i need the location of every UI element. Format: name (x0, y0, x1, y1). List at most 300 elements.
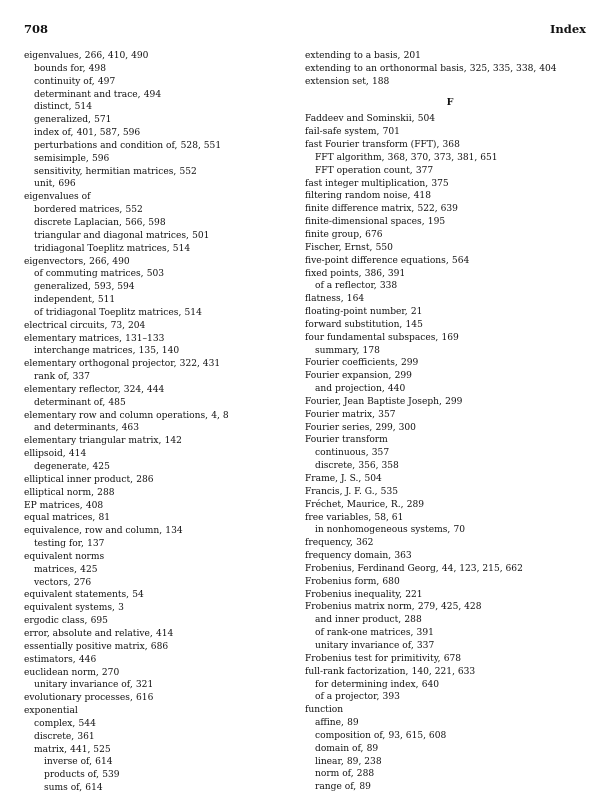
index-entry (305, 576, 595, 589)
index-term: bordered matrices, (34, 205, 123, 216)
index-entry (305, 422, 595, 435)
index-entry (305, 704, 595, 717)
index-term: elementary row and column operations, (24, 410, 209, 421)
index-term: and inner product, (315, 615, 402, 626)
index-page-refs: 391 (416, 628, 434, 639)
index-page-refs: 676 (365, 229, 383, 240)
index-entry (305, 691, 595, 704)
index-term: interchange matrices, (34, 346, 136, 357)
index-page-refs: 325, 335, 338, 404 (469, 63, 557, 74)
index-entry (24, 615, 296, 628)
index-entry (24, 294, 296, 307)
index-entry (24, 191, 296, 204)
index-entry (24, 731, 296, 744)
index-term: full-rank factorization, (305, 666, 409, 677)
index-term: Francis, J. F. G., (305, 486, 378, 497)
index-entry (305, 229, 595, 242)
index-term: summary, (315, 345, 360, 356)
index-entry (305, 512, 595, 525)
index-entry (24, 63, 296, 76)
index-term: in nonhomogeneous systems, (315, 525, 451, 536)
index-page-refs: 614 (95, 757, 113, 768)
index-entry (305, 139, 595, 152)
index-page-refs: 322, 431 (179, 359, 221, 370)
index-term: frequency, (305, 538, 353, 549)
index-entry (305, 730, 595, 743)
index-page-refs: 357 (371, 448, 390, 459)
index-term: FFT operation count, (315, 165, 413, 176)
index-term: matrix, (34, 744, 67, 755)
index-entry (305, 319, 595, 332)
index-page-refs: 593, 594 (94, 282, 135, 293)
index-term: rank of, (34, 372, 70, 383)
index-entry (305, 563, 595, 576)
index-entry (24, 127, 296, 140)
index-entry (305, 113, 595, 126)
index-entry (24, 230, 296, 243)
index-entry (305, 499, 595, 512)
index-page-refs: 145 (405, 319, 423, 330)
index-term: estimators, (24, 654, 76, 665)
index-term: of commuting matrices, (34, 269, 144, 280)
index-page-refs: 164 (346, 294, 365, 305)
index-term: exponential (24, 706, 78, 717)
index-entry (305, 268, 595, 281)
index-page-refs: 131–133 (125, 333, 165, 344)
index-term: elliptical inner product, (24, 474, 134, 485)
index-entry (24, 435, 296, 448)
index-page-refs: 552 (179, 166, 197, 177)
index-entry (305, 447, 595, 460)
index-term: equivalent norms (24, 551, 105, 562)
index-page-refs: 544 (78, 718, 96, 729)
index-term: generalized, (34, 115, 91, 126)
index-entry (305, 409, 595, 422)
index-entry (305, 63, 595, 76)
index-page-refs: 375 (431, 178, 449, 189)
index-entry (24, 577, 296, 590)
index-page-refs: 425 (92, 462, 110, 472)
index-entries-f (305, 113, 595, 794)
index-page-refs: 3 (118, 603, 124, 614)
index-term: EP matrices, (24, 500, 83, 511)
index-page-refs: 337 (416, 640, 435, 651)
index-term: filtering random noise, (305, 191, 411, 202)
index-page-refs: 142 (164, 436, 182, 447)
index-page-refs: 504 (364, 474, 382, 484)
index-entry (305, 242, 595, 255)
index-entry (24, 602, 296, 615)
index-term: linear, (315, 756, 344, 767)
index-term: continuous, (315, 448, 369, 459)
index-term: degenerate, (34, 462, 90, 472)
index-term: equivalent systems, (24, 603, 115, 614)
index-page-refs: 356, 358 (358, 461, 399, 472)
index-term: complex, (34, 718, 76, 729)
index-page-refs: 414 (155, 628, 174, 639)
index-column-right (305, 50, 595, 794)
index-entry (24, 89, 296, 102)
index-entry (24, 500, 296, 513)
index-term: and determinants, (34, 423, 119, 434)
index-term: electrical circuits, (24, 320, 108, 331)
index-page-refs: 363 (394, 551, 412, 562)
index-entry (305, 434, 595, 447)
index-page-refs: 221 (405, 589, 423, 600)
index-term: free variables, (305, 512, 372, 523)
index-entry (24, 243, 296, 256)
index-page-refs: 299 (394, 371, 412, 382)
index-term: Frobenius matrix norm, (305, 602, 415, 613)
index-term: discrete, (315, 461, 356, 472)
index-entry (24, 307, 296, 320)
index-entry (305, 293, 595, 306)
index-page-refs: 393 (382, 692, 400, 703)
index-entry (305, 165, 595, 178)
index-term: affine, (315, 718, 344, 729)
index-term: elementary orthogonal projector, (24, 359, 177, 370)
index-entry (24, 512, 296, 525)
index-page-refs: 401, 587, 596 (76, 128, 141, 139)
index-entry (24, 782, 296, 795)
index-term: frequency domain, (305, 551, 392, 562)
index-page-refs: 494 (143, 89, 162, 100)
index-entry (305, 345, 595, 358)
index-term: index of, (34, 128, 74, 139)
index-page-refs: 137 (87, 539, 105, 550)
index-page-refs: 289 (406, 499, 425, 510)
index-term: euclidean norm, (24, 667, 99, 678)
index-term: extending to a basis, (305, 51, 401, 61)
index-entry (305, 126, 595, 139)
index-page-refs: 514 (172, 243, 191, 254)
index-entry (24, 654, 296, 667)
index-term: elementary reflector, (24, 384, 121, 395)
index-entry (24, 268, 296, 281)
index-term: function (305, 705, 344, 716)
index-term: four fundamental subspaces, (305, 332, 439, 343)
index-page-refs: 522, 639 (417, 204, 458, 215)
index-page-refs: 89 (347, 718, 359, 729)
index-page-refs: 89 (359, 782, 371, 793)
index-term: ellipsoid, (24, 449, 66, 460)
index-page-refs: 686 (150, 641, 169, 652)
index-entry (24, 744, 296, 757)
index-term: Frame, J. S., (305, 474, 362, 484)
page-header (24, 22, 586, 38)
index-entry (24, 667, 296, 680)
index-page-refs: 357 (378, 409, 396, 420)
index-term: testing for, (34, 539, 84, 550)
index-term: eigenvectors, (24, 256, 86, 267)
index-page-refs: 485 (108, 397, 126, 408)
index-entry (24, 345, 296, 358)
index-page-refs: 552 (125, 205, 143, 216)
index-page-refs: 571 (94, 115, 112, 126)
index-page-refs: 279, 425, 428 (417, 602, 482, 613)
index-entry (305, 190, 595, 203)
index-page-refs: 463 (121, 423, 139, 434)
index-term: sensitivity, hermitian matrices, (34, 166, 177, 177)
index-page-refs: 288 (97, 487, 115, 498)
index-entry (305, 203, 595, 216)
index-term: flatness, (305, 294, 344, 305)
index-entry (24, 50, 296, 63)
index-entry (24, 140, 296, 153)
index-term: Fourier, Jean Baptiste Joseph, (305, 396, 442, 407)
index-page-refs: 368, 370, 373, 381, 651 (387, 152, 498, 163)
index-entry (24, 769, 296, 782)
index-entry (24, 551, 296, 564)
index-page-refs: 134 (165, 526, 183, 537)
index-entry (305, 524, 595, 537)
index-term: bounds for, (34, 63, 86, 74)
index-term: products of, (44, 770, 100, 781)
index-term: error, absolute and relative, (24, 628, 153, 639)
index-term: fail-safe system, (305, 127, 380, 138)
index-page-refs: 528, 551 (180, 140, 222, 151)
index-term: extending to an orthonormal basis, (305, 63, 467, 74)
index-term: fixed points, (305, 268, 362, 279)
index-page-refs: 446 (78, 654, 97, 665)
index-term: Fourier series, (305, 422, 373, 433)
index-page-refs: 321 (135, 680, 154, 691)
index-page-refs: 418 (413, 191, 431, 202)
index-term: Fréchet, Maurice, R., (305, 499, 404, 510)
index-entry (305, 756, 595, 769)
index-entry (24, 371, 296, 384)
index-term: distinct, (34, 102, 72, 113)
section-letter: F (446, 96, 454, 108)
index-entry (24, 525, 296, 538)
index-term: five-point difference equations, (305, 255, 449, 266)
index-page-refs: 276 (73, 577, 92, 588)
index-page-refs: 266, 490 (89, 256, 130, 267)
index-entry (305, 537, 595, 550)
index-entry (305, 550, 595, 563)
index-entry (305, 332, 595, 345)
index-page-refs: 377 (415, 165, 434, 176)
index-term: evolutionary processes, (24, 693, 133, 704)
index-page-refs: 324, 444 (123, 384, 165, 395)
index-page-refs: 386, 391 (364, 268, 406, 279)
index-term: of a projector, (315, 692, 380, 703)
index-entry (305, 357, 595, 370)
index-page-refs: 44, 123, 215, 662 (441, 563, 523, 574)
index-entry (24, 410, 296, 423)
index-entry (24, 166, 296, 179)
index-term: of a reflector, (315, 281, 377, 292)
index-entry (24, 281, 296, 294)
index-term: elementary triangular matrix, (24, 436, 162, 447)
index-term: fast integer multiplication, (305, 178, 429, 189)
index-entry (24, 756, 296, 769)
index-entry (24, 589, 296, 602)
index-page-refs: 195 (427, 217, 446, 228)
index-page-refs: 511 (97, 295, 116, 306)
index-entry (24, 692, 296, 705)
index-term: of rank-one matrices, (315, 628, 414, 639)
index-page-refs: 498 (88, 63, 106, 74)
index-entry (24, 422, 296, 435)
index-page-refs: 266, 410, 490 (84, 51, 149, 61)
index-entry (24, 538, 296, 551)
index-term: inverse of, (44, 757, 92, 768)
index-entry (305, 396, 595, 409)
index-entry (305, 50, 595, 63)
index-entry (305, 280, 595, 293)
index-entry (24, 397, 296, 410)
index-page-refs: 54 (132, 590, 144, 601)
index-term: fast Fourier transform (FFT), (305, 140, 440, 151)
index-term: domain of, (315, 743, 364, 754)
section-title: Index (550, 22, 586, 36)
index-page-refs: 178 (362, 345, 380, 356)
index-term: semisimple, (34, 153, 89, 164)
index-page-refs: 93, 615, 608 (388, 730, 447, 741)
index-page-refs: 299, 300 (375, 422, 416, 433)
index-page-refs: 501 (192, 230, 210, 241)
index-entry (305, 717, 595, 730)
index-entry (24, 320, 296, 333)
index-entry (305, 473, 595, 486)
index-entry (305, 178, 595, 191)
index-page-refs: 596 (91, 153, 110, 164)
index-entry (305, 255, 595, 268)
index-term: generalized, (34, 282, 91, 293)
index-term: extension set, (305, 76, 369, 87)
index-page-refs: 640 (421, 679, 440, 690)
index-entry (24, 718, 296, 731)
index-entry (305, 627, 595, 640)
index-page-refs: 440 (387, 384, 406, 395)
index-term: equal matrices, (24, 513, 96, 524)
index-entry (24, 384, 296, 397)
index-page-refs: 696 (58, 179, 76, 190)
index-term: Frobenius, Ferdinand Georg, (305, 563, 439, 574)
index-entry (24, 204, 296, 217)
index-entry (305, 460, 595, 473)
index-page-refs: 368 (442, 140, 460, 151)
index-term: FFT algorithm, (315, 152, 385, 163)
index-page-refs: 680 (382, 576, 400, 587)
index-entry (24, 705, 296, 718)
index-term: Frobenius test for primitivity, (305, 653, 441, 664)
index-page-refs: 270 (101, 667, 120, 678)
index-page-refs: 338 (379, 281, 398, 292)
index-page-refs: 135, 140 (138, 346, 180, 357)
index-entry (305, 76, 595, 89)
index-page-refs: 408 (85, 500, 104, 511)
index-term: Fourier matrix, (305, 409, 375, 420)
index-term: floating-point number, (305, 307, 408, 318)
index-term: unitary invariance of, (34, 680, 133, 691)
index-entry (24, 101, 296, 114)
index-term: norm of, (315, 769, 354, 780)
index-term: for determining index, (315, 679, 419, 690)
index-entry (305, 370, 595, 383)
index-entry (24, 76, 296, 89)
index-page-refs: 361 (77, 731, 95, 742)
index-term: unit, (34, 179, 56, 190)
index-entry (24, 358, 296, 371)
index-term: Fischer, Ernst, (305, 242, 373, 253)
index-term: finite difference matrix, (305, 204, 415, 215)
index-page-refs: 188 (371, 76, 390, 87)
index-page-refs: 286 (136, 474, 154, 485)
index-page-refs: 337 (72, 372, 90, 383)
index-term: continuity of, (34, 76, 95, 87)
index-entry (24, 256, 296, 269)
index-entry (305, 216, 595, 229)
index-term: discrete Laplacian, (34, 217, 122, 228)
index-term: composition of, (315, 730, 386, 741)
index-page-refs: 288 (404, 615, 422, 626)
index-term: discrete, (34, 731, 75, 742)
index-column-left (24, 50, 296, 795)
index-term: finite-dimensional spaces, (305, 217, 425, 228)
index-entries-e-continued (305, 50, 595, 89)
index-entry (24, 679, 296, 692)
index-term: tridiagonal Toeplitz matrices, (34, 243, 170, 254)
index-page-refs: 441, 525 (70, 744, 111, 755)
index-term: eigenvalues, (24, 51, 82, 61)
index-term: finite group, (305, 229, 362, 240)
index-page-refs: 169 (441, 332, 459, 343)
index-term: vectors, (34, 577, 71, 588)
index-term: Fourier coefficients, (305, 358, 398, 369)
index-term: equivalence, row and column, (24, 526, 163, 537)
index-entry (24, 448, 296, 461)
index-entry (305, 653, 595, 666)
index-entry (305, 486, 595, 499)
index-page-refs: 299 (445, 396, 463, 407)
index-entry (24, 487, 296, 500)
index-term: forward substitution, (305, 319, 403, 330)
index-page-refs: 58, 61 (374, 512, 404, 523)
index-term: and projection, (315, 384, 385, 395)
index-page-refs: 299 (400, 358, 419, 369)
index-entry (24, 474, 296, 487)
index-page-refs: 497 (97, 76, 116, 87)
index-term: Fourier transform (305, 435, 388, 446)
index-page-refs: 614 (85, 783, 103, 794)
index-page-refs: 701 (382, 127, 400, 138)
index-term: elementary matrices, (24, 333, 122, 344)
index-page-refs: 201 (403, 51, 421, 61)
index-term: unitary invariance of, (315, 640, 414, 651)
index-page-refs: 566, 598 (125, 217, 166, 228)
index-page-refs: 73, 204 (110, 320, 146, 331)
index-entry (305, 768, 595, 781)
index-entry (24, 153, 296, 166)
index-entry (305, 640, 595, 653)
index-term: Frobenius form, (305, 576, 380, 587)
index-term: equivalent statements, (24, 590, 130, 601)
index-entry (305, 306, 595, 319)
index-entry (305, 601, 595, 614)
index-page-refs: 425 (80, 564, 98, 575)
index-entry (24, 628, 296, 641)
index-page-refs: 514 (74, 102, 92, 113)
index-term: range of, (315, 782, 357, 793)
index-page-refs: 89 (366, 743, 379, 754)
index-page-refs: 678 (443, 653, 462, 664)
index-page-refs: 21 (410, 307, 423, 318)
index-entry (24, 178, 296, 191)
index-page-refs: 503 (146, 269, 165, 280)
index-term: matrices, (34, 564, 77, 575)
